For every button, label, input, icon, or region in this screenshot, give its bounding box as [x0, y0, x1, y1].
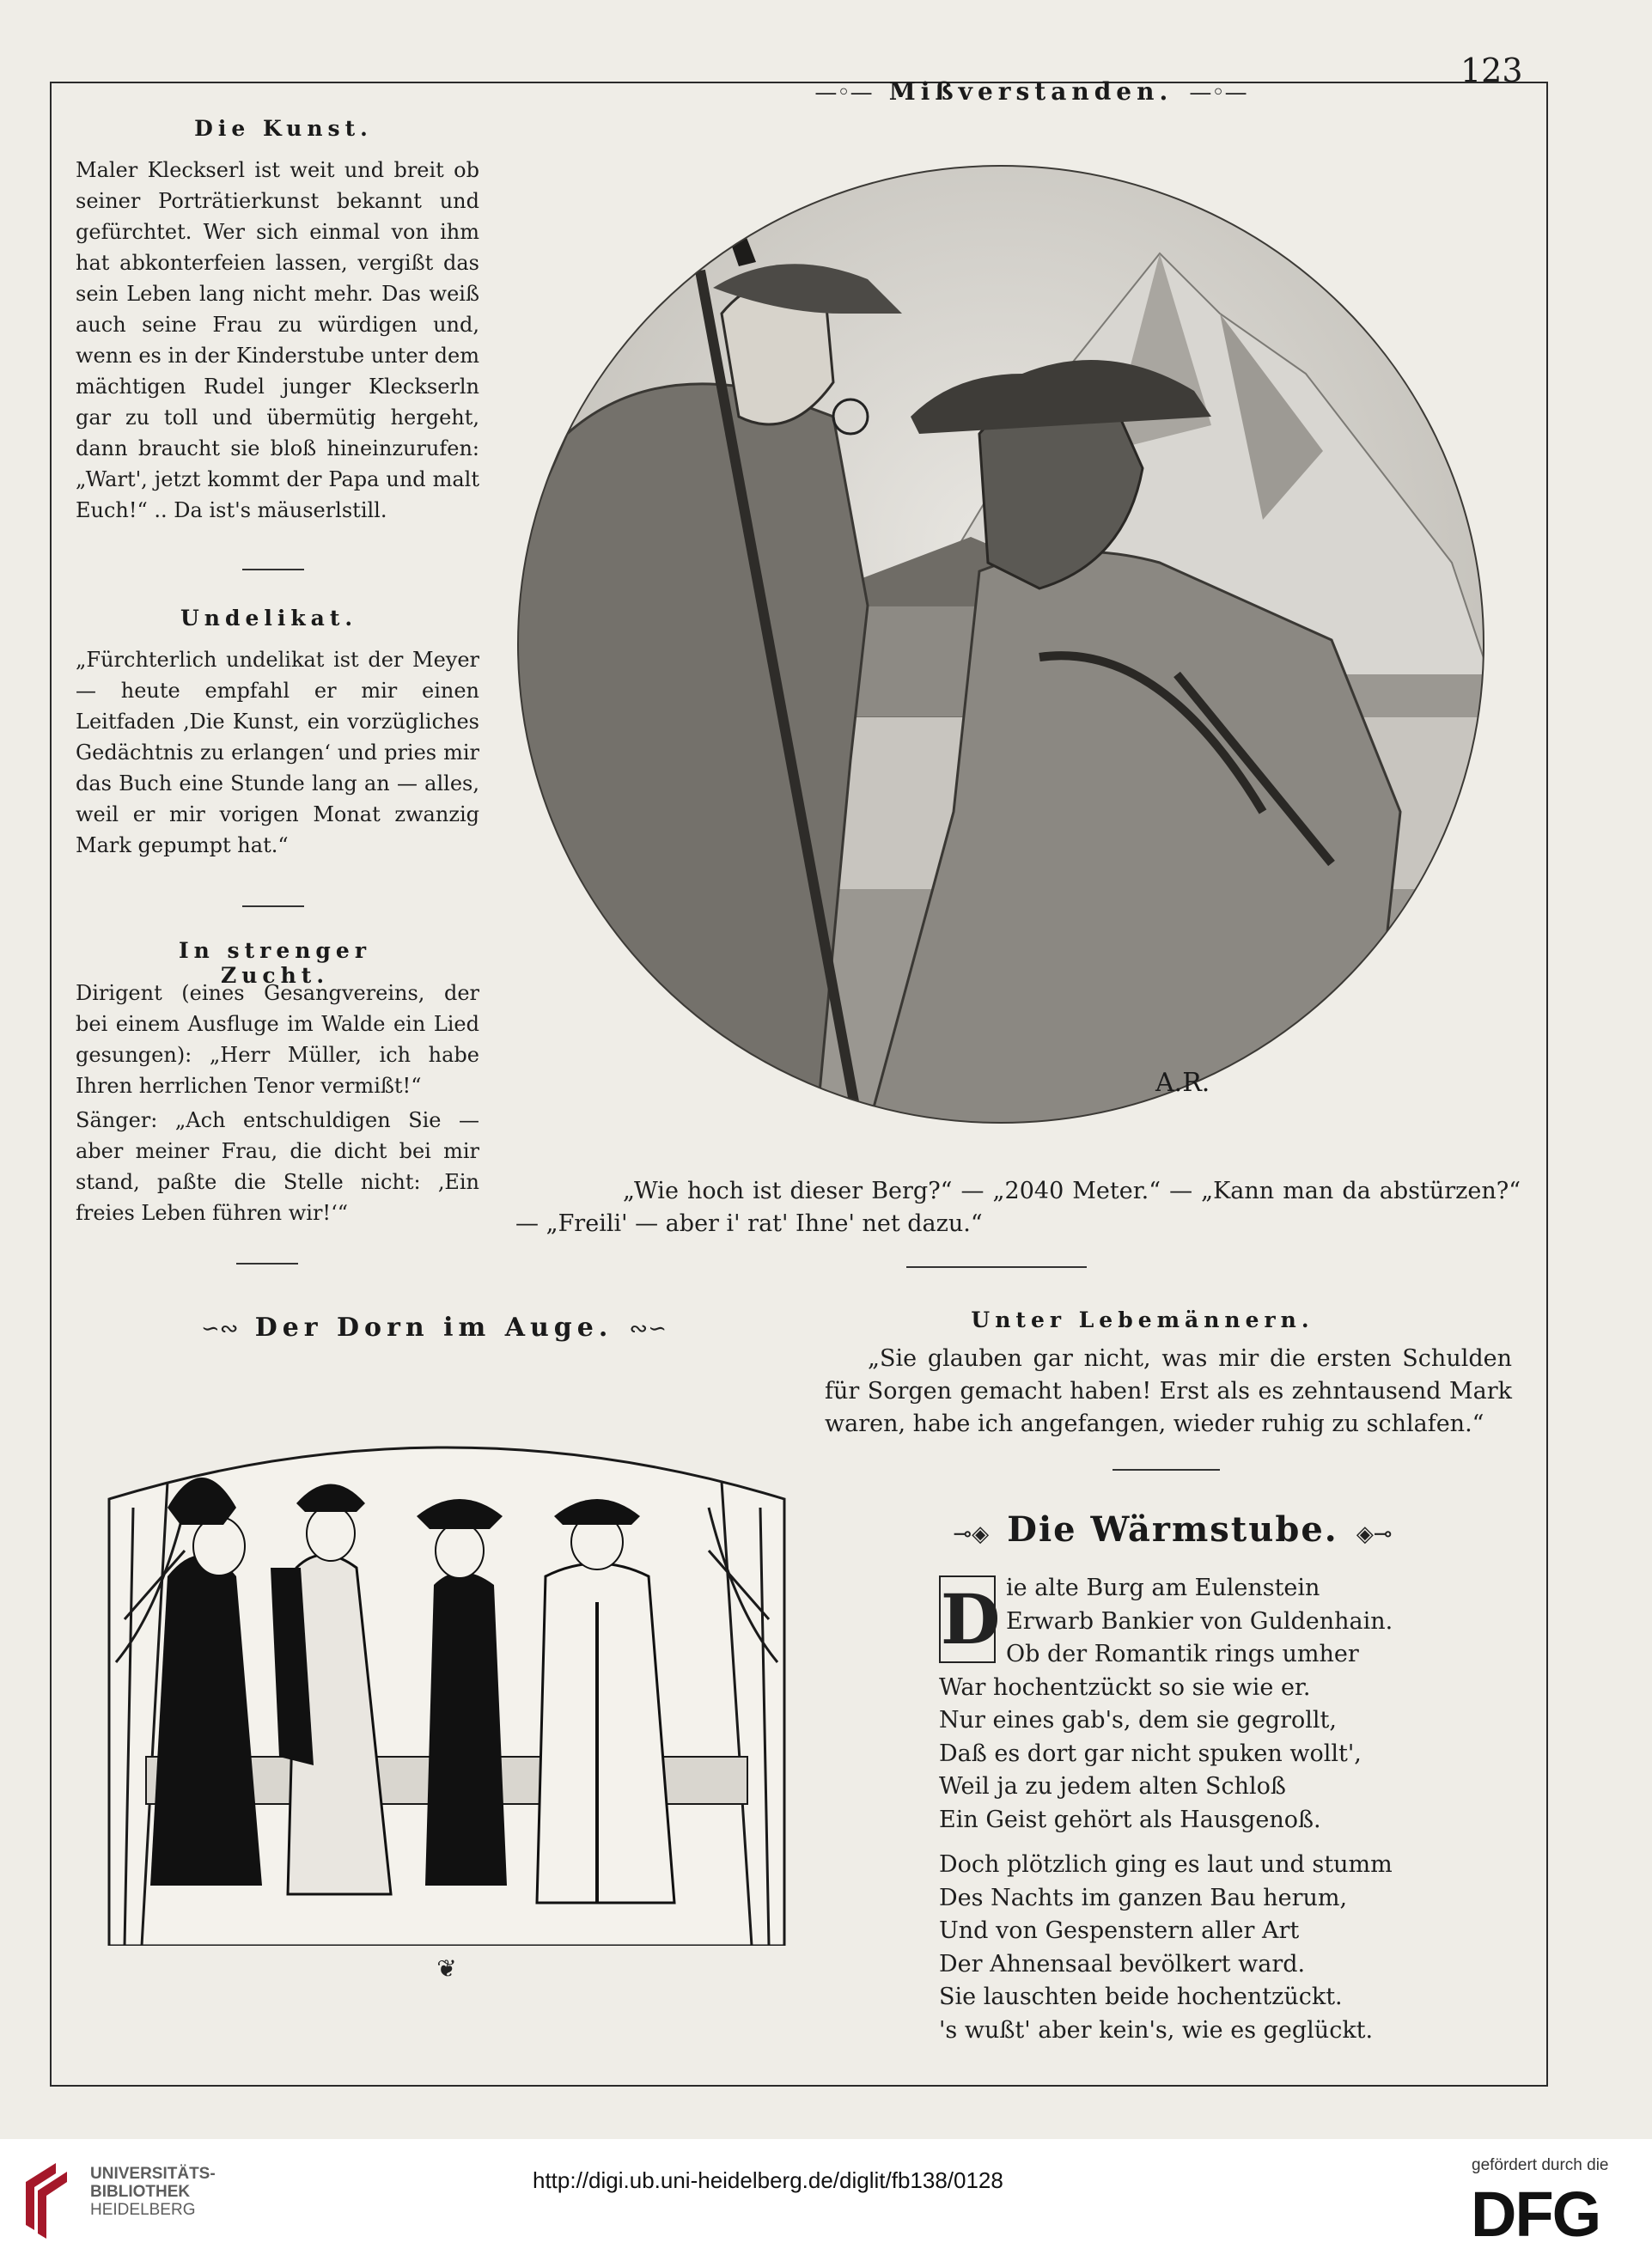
dfg-logo: DFG	[1471, 2179, 1600, 2250]
page-number: 123	[1460, 52, 1523, 89]
ornament-divider: ❦	[436, 1954, 457, 1983]
ornament-right: —◦—	[1189, 80, 1247, 106]
dorn-title-row	[189, 1313, 679, 1343]
lebemaenner-title: Unter Lebemännern.	[971, 1307, 1314, 1332]
drop-cap: D	[939, 1575, 996, 1663]
kunst-title: Die Kunst.	[194, 116, 373, 141]
poem-line: 's wußt' aber kein's, wie es geglückt.	[939, 2016, 1374, 2044]
institution-line-3: HEIDELBERG	[90, 2201, 196, 2219]
ornament-left: —◦—	[814, 80, 873, 106]
poem-line: Nur eines gab's, dem sie gegrollt,	[939, 1707, 1337, 1734]
poem-line: Der Ahnensaal bevölkert ward.	[939, 1950, 1306, 1978]
poem-line: Sie lauschten beide hochentzückt.	[939, 1984, 1343, 2010]
poem-title: Die Wärmstube.	[1007, 1509, 1338, 1550]
undelikat-body: „Fürchterlich undelikat ist der Meyer — heute empfahl er mir einen Leitfaden ‚Die Kunst, ein vorzügliches Gedächtnis zu erlangen‘ und pries mir das Buch eine Stunde lang an — alles, weil er mir vorigen Monat zwanzig Mark gepumpt hat.“	[76, 648, 479, 857]
poem-stanza-1	[939, 1572, 1454, 1837]
poem-stanza-2	[939, 1849, 1454, 2047]
dorn-title: Der Dorn im Auge.	[254, 1313, 613, 1343]
poem-line: Des Nachts im ganzen Bau herum,	[939, 1884, 1348, 1911]
ornament-left: ⊸◈	[953, 1521, 990, 1547]
poem-line: War hochentzückt so sie wie er.	[939, 1673, 1311, 1701]
mountain-illustration	[507, 159, 1495, 1130]
separator	[242, 569, 304, 570]
ornament-right: ∾∽	[629, 1316, 667, 1342]
separator	[1113, 1469, 1220, 1471]
institution-line-1: UNIVERSITÄTS-	[90, 2165, 216, 2183]
artist-signature: A.R.	[1155, 1068, 1210, 1098]
undelikat-title: Undelikat.	[180, 606, 358, 631]
funded-by-label: gefördert durch die	[1472, 2156, 1609, 2174]
poem-title-row	[911, 1509, 1435, 1550]
separator	[906, 1266, 1087, 1268]
kunst-body: Maler Kleckserl ist weit und breit ob seiner Porträtierkunst bekannt und gefürchtet. Wer sich einmal von ihm hat abkonterfeien lassen, vergißt das sein Leben lang nicht mehr. Das weiß auch seine Frau zu würdigen und, wenn es in der Kinderstube unter dem mächtigen Rudel junger Kleckserln gar zu toll und übermütig hergeht, dann braucht sie bloß hineinzurufen: „Wart', jetzt kommt der Papa und malt Euch!“ .. Da ist's mäuserlstill.	[76, 158, 479, 522]
poem-line: ie alte Burg am Eulenstein	[1006, 1575, 1320, 1601]
ladies-illustration	[107, 1405, 786, 1946]
ornament-left: ∽∾	[201, 1316, 239, 1342]
zucht-para1: Dirigent (eines Gesangvereins, der bei einem Ausfluge im Walde ein Lied gesungen): „Herr Müller, ich habe Ihren herrlichen Tenor vermißt!“	[76, 981, 479, 1098]
separator	[242, 905, 304, 907]
poem-line: Daß es dort gar nicht spuken wollt',	[939, 1740, 1362, 1767]
institution-name	[90, 2165, 216, 2219]
zucht-title: In strenger Zucht.	[178, 938, 371, 988]
cartoon-caption: „Wie hoch ist dieser Berg?“ — „2040 Meter.“ — „Kann man da abstürzen?“ — „Freili' — aber i' rat' Ihne' net dazu.“	[515, 1178, 1521, 1237]
cartoon-title-row	[808, 77, 1254, 106]
poem-line: Ein Geist gehört als Hausgenoß.	[939, 1806, 1321, 1833]
zucht-para2: Sänger: „Ach entschuldigen Sie — aber meiner Frau, die dicht bei mir stand, paßte die Stelle nicht: ‚Ein freies Leben führen wir!‘“	[76, 1108, 479, 1225]
university-logo-icon	[17, 2156, 77, 2242]
cartoon-title: Mißverstanden.	[888, 77, 1173, 106]
separator	[236, 1263, 298, 1265]
poem-line: Doch plötzlich ging es laut und stumm	[939, 1851, 1393, 1878]
poem-line: Weil ja zu jedem alten Schloß	[939, 1773, 1286, 1800]
poem-line: Und von Gespenstern aller Art	[939, 1917, 1300, 1944]
poem-line: Ob der Romantik rings umher	[1006, 1641, 1359, 1667]
institution-line-2: BIBLIOTHEK	[90, 2183, 191, 2201]
footer-bar	[0, 2139, 1652, 2261]
poem-line: Erwarb Bankier von Guldenhain.	[1006, 1607, 1393, 1635]
lebemaenner-body: „Sie glauben gar nicht, was mir die ersten Schulden für Sorgen gemacht haben! Erst als es zehntausend Mark waren, habe ich angefangen, wieder ruhig zu schlafen.“	[825, 1345, 1512, 1437]
ornament-right: ◈⊸	[1356, 1521, 1393, 1547]
permalink[interactable]: http://digi.ub.uni-heidelberg.de/diglit/fb138/0128	[533, 2167, 1003, 2193]
